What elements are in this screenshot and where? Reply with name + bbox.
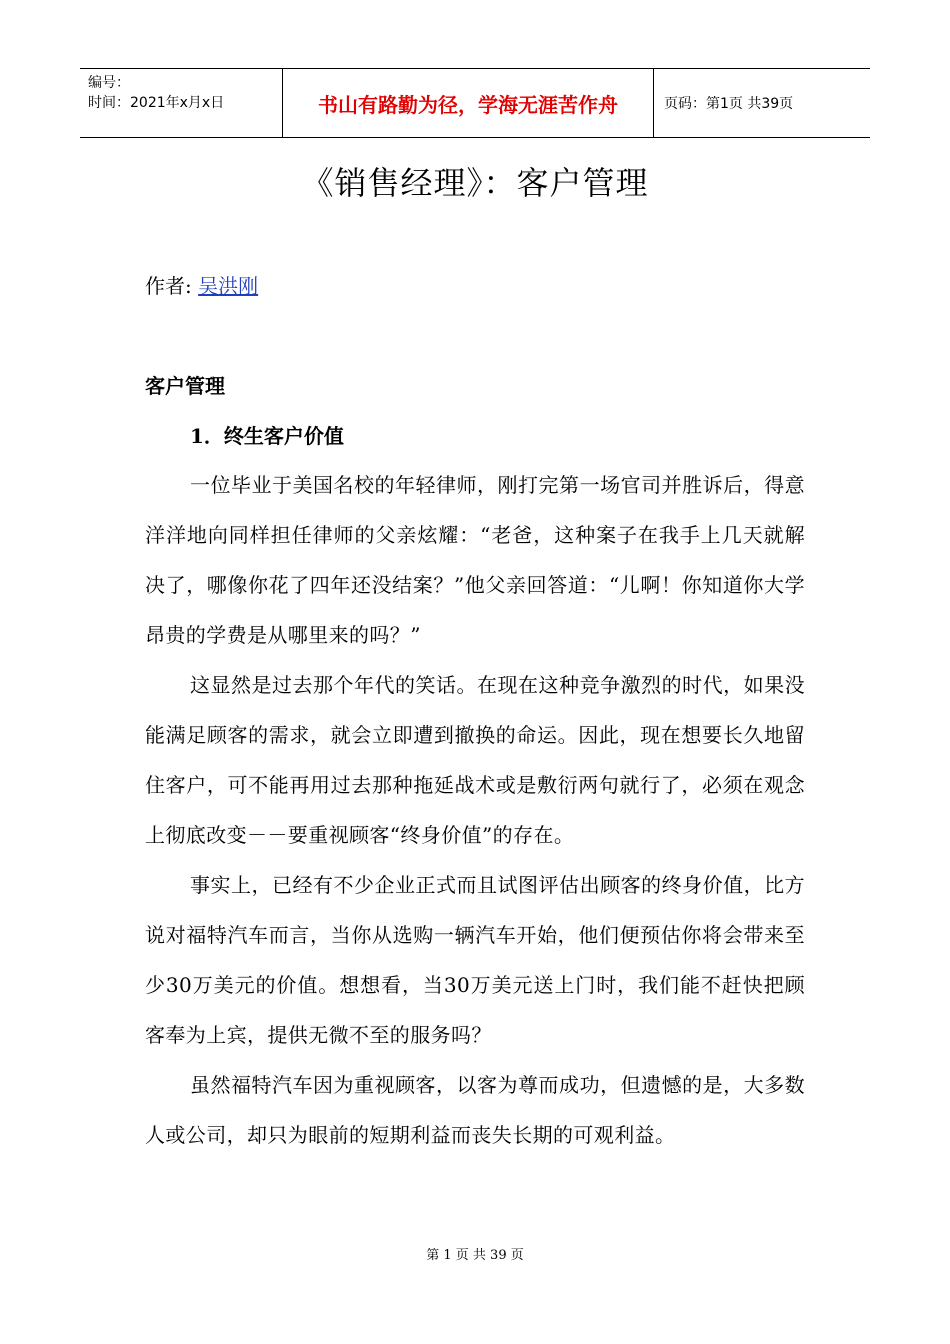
header-table <box>80 68 870 138</box>
paragraph: 事实上，已经有不少企业正式而且试图评估出顾客的终身价值，比方说对福特汽车而言，当你从选购一辆汽车开始，他们便预估你将会带来至少30万美元的价值。想想看，当30万美元送上门时，我们能不赶快把顾客奉为上宾，提供无微不至的服务吗？ <box>145 873 805 1047</box>
number-label: 编号： <box>88 75 130 91</box>
header-meta <box>80 69 282 137</box>
subsection-title: 1．终生客户价值 <box>190 424 344 448</box>
motto: 书山有路勤为径，学海无涯苦作舟 <box>318 92 618 117</box>
header-motto-cell <box>282 69 654 137</box>
header-page-info: 页码：第1页 共39页 <box>664 96 794 112</box>
page-footer: 第 1 页 共 39 页 <box>426 1248 524 1263</box>
paragraph: 这显然是过去那个年代的笑话。在现在这种竞争激烈的时代，如果没能满足顾客的需求，就会立即遭到撤换的命运。因此，现在想要长久地留住客户，可不能再用过去那种拖延战术或是敷衍两句就行了，必须在观念上彻底改变－－要重视顾客“终身价值”的存在。 <box>145 673 805 847</box>
time-label: 时间：2021年x月x日 <box>88 95 225 111</box>
paragraph: 虽然福特汽车因为重视顾客，以客为尊而成功，但遗憾的是，大多数人或公司，却只为眼前的短期利益而丧失长期的可观利益。 <box>145 1073 805 1147</box>
author-label: 作者: <box>145 274 199 298</box>
author-link[interactable]: 吴洪刚 <box>198 274 259 298</box>
page-title: 《销售经理》：客户管理 <box>301 164 649 202</box>
author-line <box>145 270 258 299</box>
body-text <box>145 460 805 1160</box>
paragraph: 一位毕业于美国名校的年轻律师，刚打完第一场官司并胜诉后，得意洋洋地向同样担任律师的父亲炫耀：“老爸，这种案子在我手上几天就解决了，哪像你花了四年还没结案？”他父亲回答道：“儿啊！你知道你大学昂贵的学费是从哪里来的吗？” <box>145 473 805 647</box>
section-title: 客户管理 <box>145 374 225 398</box>
